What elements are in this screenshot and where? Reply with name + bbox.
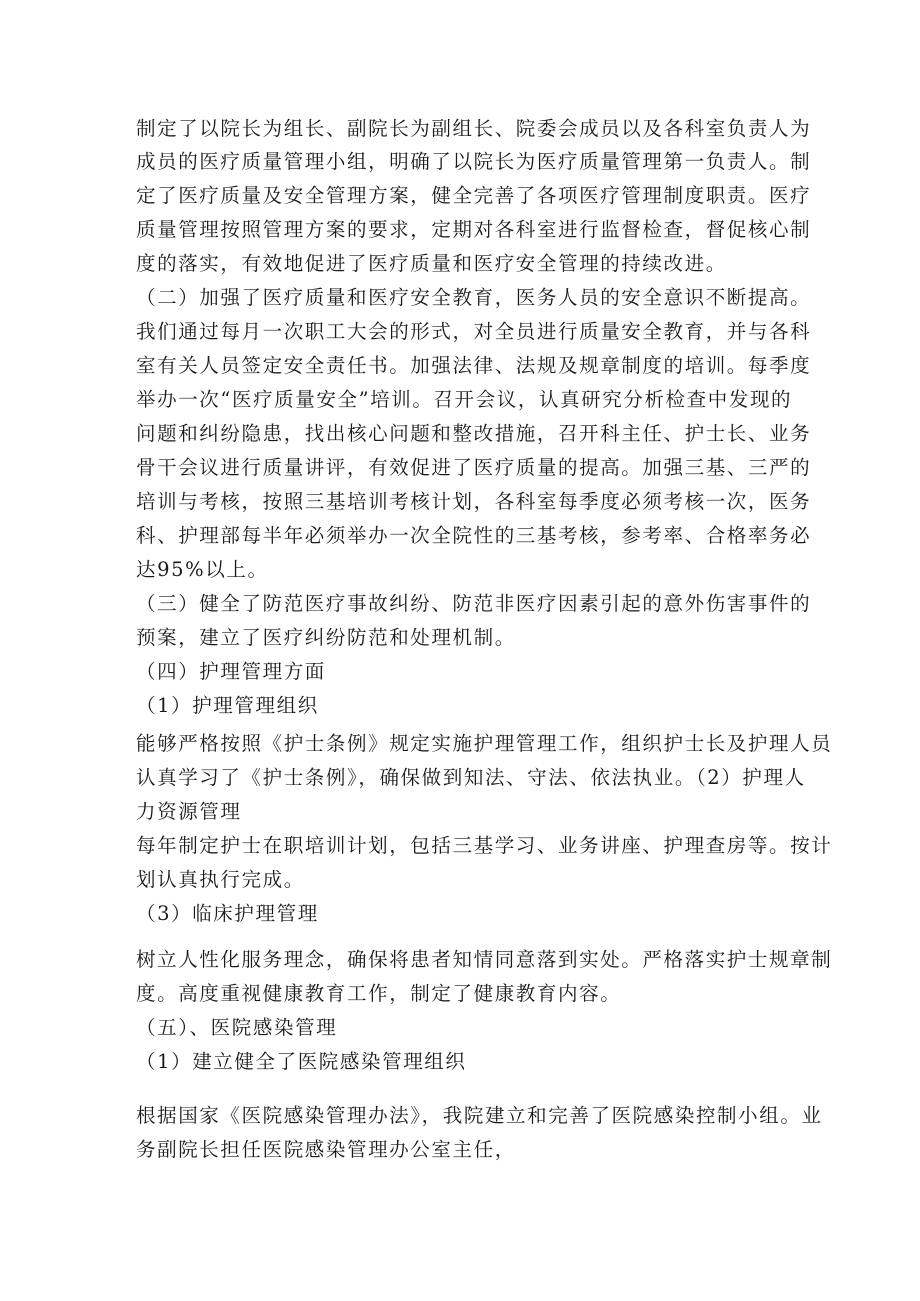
text-line: 树立人性化服务理念，确保将患者知情同意落到实处。严格落实护士规章制 (136, 948, 833, 971)
text-line: 制定了以院长为组长、副院长为副组长、院委会成员以及各科室负责人为 (136, 117, 812, 140)
text-line: 培训与考核，按照三基培训考核计划，各科室每季度必须考核一次，医务 (136, 490, 812, 513)
text-line: 度。高度重视健康教育工作，制定了健康教育内容。 (136, 982, 622, 1005)
text-line: 预案，建立了医疗纠纷防范和处理机制。 (136, 626, 516, 649)
text-line: 我们通过每月一次职工大会的形式，对全员进行质量安全教育，并与各科 (136, 320, 812, 343)
text-line: 力资源管理 (136, 800, 242, 823)
subsection-heading: （1）建立健全了医院感染管理组织 (136, 1050, 467, 1073)
section-heading: （四）护理管理方面 (136, 660, 326, 683)
text-line: 认真学习了《护士条例》，确保做到知法、守法、依法执业。（2）护理人 (136, 766, 806, 789)
text-line: 度的落实，有效地促进了医疗质量和医疗安全管理的持续改进。 (136, 252, 727, 275)
text-line: 质量管理按照管理方案的要求，定期对各科室进行监督检查，督促核心制 (136, 218, 812, 241)
text-line: 科、护理部每半年必须举办一次全院性的三基考核，参考率、合格率务必 (136, 524, 812, 547)
text-line: 能够严格按照《护士条例》规定实施护理管理工作，组织护士长及护理人员 (136, 732, 833, 755)
text-line: 成员的医疗质量管理小组，明确了以院长为医疗质量管理第一负责人。制 (136, 150, 812, 173)
text-line: 骨干会议进行质量讲评，有效促进了医疗质量的提高。加强三基、三严的 (136, 456, 812, 479)
text-line: 问题和纠纷隐患，找出核心问题和整改措施，召开科主任、护士长、业务 (136, 422, 812, 445)
subsection-heading: （3）临床护理管理 (136, 902, 319, 925)
text-line: 务副院长担任医院感染管理办公室主任， (136, 1138, 516, 1161)
text-line: 划认真执行完成。 (136, 868, 305, 891)
text-line: 举办一次“医疗质量安全”培训。召开会议，认真研究分析检查中发现的 (136, 388, 793, 411)
text-line: 室有关人员签定安全责任书。加强法律、法规及规章制度的培训。每季度 (136, 354, 812, 377)
text-line: 根据国家《医院感染管理办法》，我院建立和完善了医院感染控制小组。业 (136, 1104, 823, 1127)
text-line: 达95%以上。 (136, 558, 269, 581)
text-line: 每年制定护士在职培训计划，包括三基学习、业务讲座、护理查房等。按计 (136, 834, 833, 857)
section-heading: （五）、医院感染管理 (136, 1016, 338, 1039)
section-heading: （二）加强了医疗质量和医疗安全教育，医务人员的安全意识不断提高。 (136, 286, 812, 309)
text-line: 定了医疗质量及安全管理方案，健全完善了各项医疗管理制度职责。医疗 (136, 184, 812, 207)
section-heading: （三）健全了防范医疗事故纠纷、防范非医疗因素引起的意外伤害事件的 (136, 592, 812, 615)
subsection-heading: （1）护理管理组织 (136, 694, 319, 717)
